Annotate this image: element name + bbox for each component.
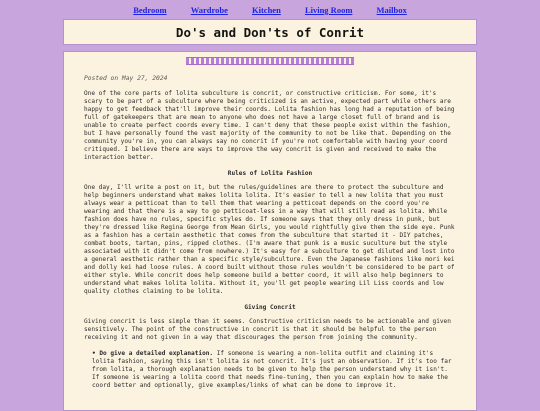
intro-paragraph: One of the core parts of lolita subculture is concrit, or constructive criticism. For some, it's scary to be part of a subculture where being criticized is an active, expected part while others are happy to get feedback that'll improve their coords. Lolita fashion has long had a reputation of being full of gatekeepers that are mean to anyone who does not have a large closet full of brand and is unable to create perfect coords every time. I can't deny that these people exist within the fashion, but I have personally found the vast majority of the community to not be like that. Depending on the community you're in, you can always say no concrit if you're not comfortable with having your coord critiqued. I believe there are ways to improve the way concrit is given and received to make the interaction better. — [84, 90, 455, 161]
post-date: Posted on May 27, 2024 — [84, 75, 168, 82]
tips-list — [84, 350, 456, 390]
nav-link-kitchen[interactable]: Kitchen — [252, 5, 281, 15]
nav-link-bedroom[interactable]: Bedroom — [133, 5, 167, 15]
list-item — [92, 350, 456, 390]
nav-link-mailbox[interactable]: Mailbox — [376, 5, 407, 15]
tip-label: Do give a detailed explanation. — [99, 350, 214, 357]
tip-text: If someone is wearing a non-lolita outfit and claiming it's lolita fashion, saying this isn't lolita is not concrit. It's just an observation. If it's too far from lolita, a thorough explanation needs to be given to help the person understand why it isn't. If someone is wearing a lolita coord that needs fine-tuning, then you can explain how to make the coord better and optionally, give examples/links of what can be done to improve it. — [92, 350, 452, 389]
rules-heading: Rules of Lolita Fashion — [227, 170, 313, 177]
nav-link-wardrobe[interactable]: Wardrobe — [190, 5, 228, 15]
article-body — [63, 51, 477, 411]
nav-link-living-room[interactable]: Living Room — [304, 5, 353, 15]
rules-paragraph: One day, I'll write a post on it, but the rules/guidelines are there to protect the subculture and help beginners understand what makes lolita lolita. It's easier to tell a new lolita that you must always wear a petticoat than to tell them that wearing a petticoat depends on the coord you're wearing and that there is a way to go petticoat-less in a way that will still read as lolita. While fashion does have no rules, specific styles do. If someone says that they only dress in punk, but they're dressed like Regina George from Mean Girls, you would rightfully give them the side eye. Punk as a fashion has a certain aesthetic that comes from the subculture that started it - DIY patches, combat boots, tartan, pins, ripped clothes. (I'm aware that punk is a music suculture but the style associated with it didn't come from nowhere.) It's easy for a subculture to get diluted and lost into a general aesthetic rather than a specific style/subculture. Even the Japanese fashions like mori kei and dolly kei had loose rules. A coord built without those rules wouldn't be considered to be part of either style. While concrit does help someone build a better coord, it will also help beginners to understand what makes lolita lolita. Without it, you'll get people wearing Lil Liss coords and low quality clothes claiming to be lolita. — [84, 184, 455, 295]
page-title: Do's and Don'ts of Conrit — [63, 19, 477, 45]
giving-heading: Giving Concrit — [244, 304, 296, 311]
lace-divider — [186, 57, 354, 65]
top-nav — [0, 5, 540, 15]
giving-paragraph: Giving concrit is less simple than it seems. Constructive criticism needs to be actionable and given sensitively. The point of the constructive in concrit is that it should be helpful to the person receiving it and not given in a way that discourages the person from joining the community. — [84, 318, 451, 341]
